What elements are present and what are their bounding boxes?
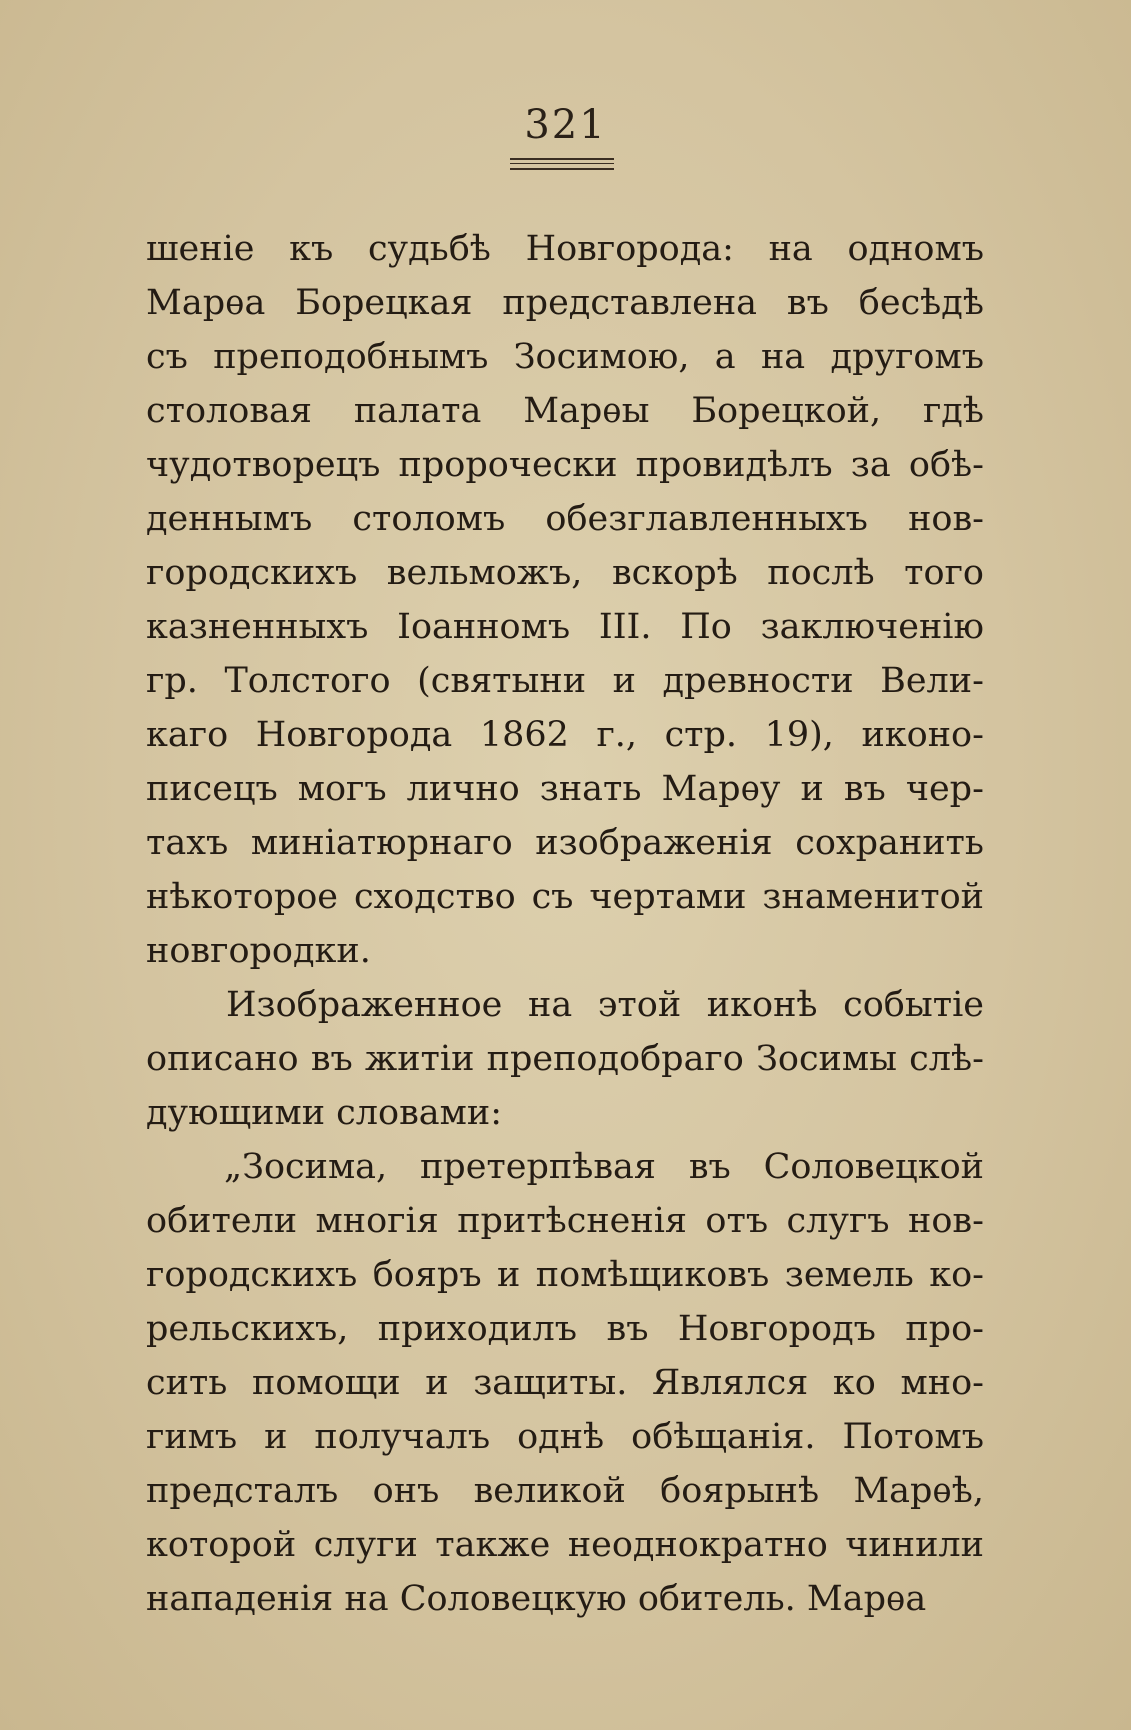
- text-line: гимъ и получалъ однѣ обѣщанія. Потомъ: [146, 1417, 984, 1457]
- text-line: рельскихъ, приходилъ въ Новгородъ про-: [146, 1309, 984, 1349]
- text-line: сить помощи и защиты. Являлся ко мно-: [146, 1363, 984, 1403]
- text-line: Изображенное на этой иконѣ событіе: [226, 985, 984, 1025]
- text-line: дующими словами:: [146, 1093, 502, 1133]
- text-line: городскихъ бояръ и помѣщиковъ земель ко-: [146, 1255, 984, 1295]
- page-number-rule: [510, 158, 614, 170]
- text-line: чудотворецъ пророчески провидѣлъ за обѣ-: [146, 445, 984, 485]
- text-line: новгородки.: [146, 931, 371, 971]
- text-line: „Зосима, претерпѣвая въ Соловецкой: [224, 1147, 984, 1187]
- text-line: писецъ могъ лично знать Марѳу и въ чер-: [146, 769, 984, 809]
- text-line: столовая палата Марѳы Борецкой, гдѣ: [146, 391, 984, 431]
- text-line: тахъ миніатюрнаго изображенія сохранить: [146, 823, 984, 863]
- text-line: городскихъ вельможъ, вскорѣ послѣ того: [146, 553, 984, 593]
- text-line: казненныхъ Іоанномъ III. По заключенію: [146, 607, 984, 647]
- text-line: описано въ житіи преподобраго Зосимы слѣ-: [146, 1039, 984, 1079]
- text-line: которой слуги также неоднократно чинили: [146, 1525, 984, 1565]
- text-line: каго Новгорода 1862 г., стр. 19), иконо-: [146, 715, 984, 755]
- text-line: шеніе къ судьбѣ Новгорода: на одномъ: [146, 229, 984, 269]
- text-line: предсталъ онъ великой боярынѣ Марѳѣ,: [146, 1471, 984, 1511]
- body-text: [146, 222, 984, 1626]
- text-line: нѣкоторое сходство съ чертами знаменитой: [146, 877, 984, 917]
- text-line: обители многія притѣсненія отъ слугъ нов-: [146, 1201, 984, 1241]
- page-number: 321: [524, 102, 607, 148]
- text-line: гр. Толстого (святыни и древности Вели-: [146, 661, 984, 701]
- text-line: нападенія на Соловецкую обитель. Марѳа: [146, 1579, 927, 1619]
- text-line: деннымъ столомъ обезглавленныхъ нов-: [146, 499, 984, 539]
- text-line: съ преподобнымъ Зосимою, а на другомъ: [146, 337, 984, 377]
- text-line: Марѳа Борецкая представлена въ бесѣдѣ: [146, 283, 984, 323]
